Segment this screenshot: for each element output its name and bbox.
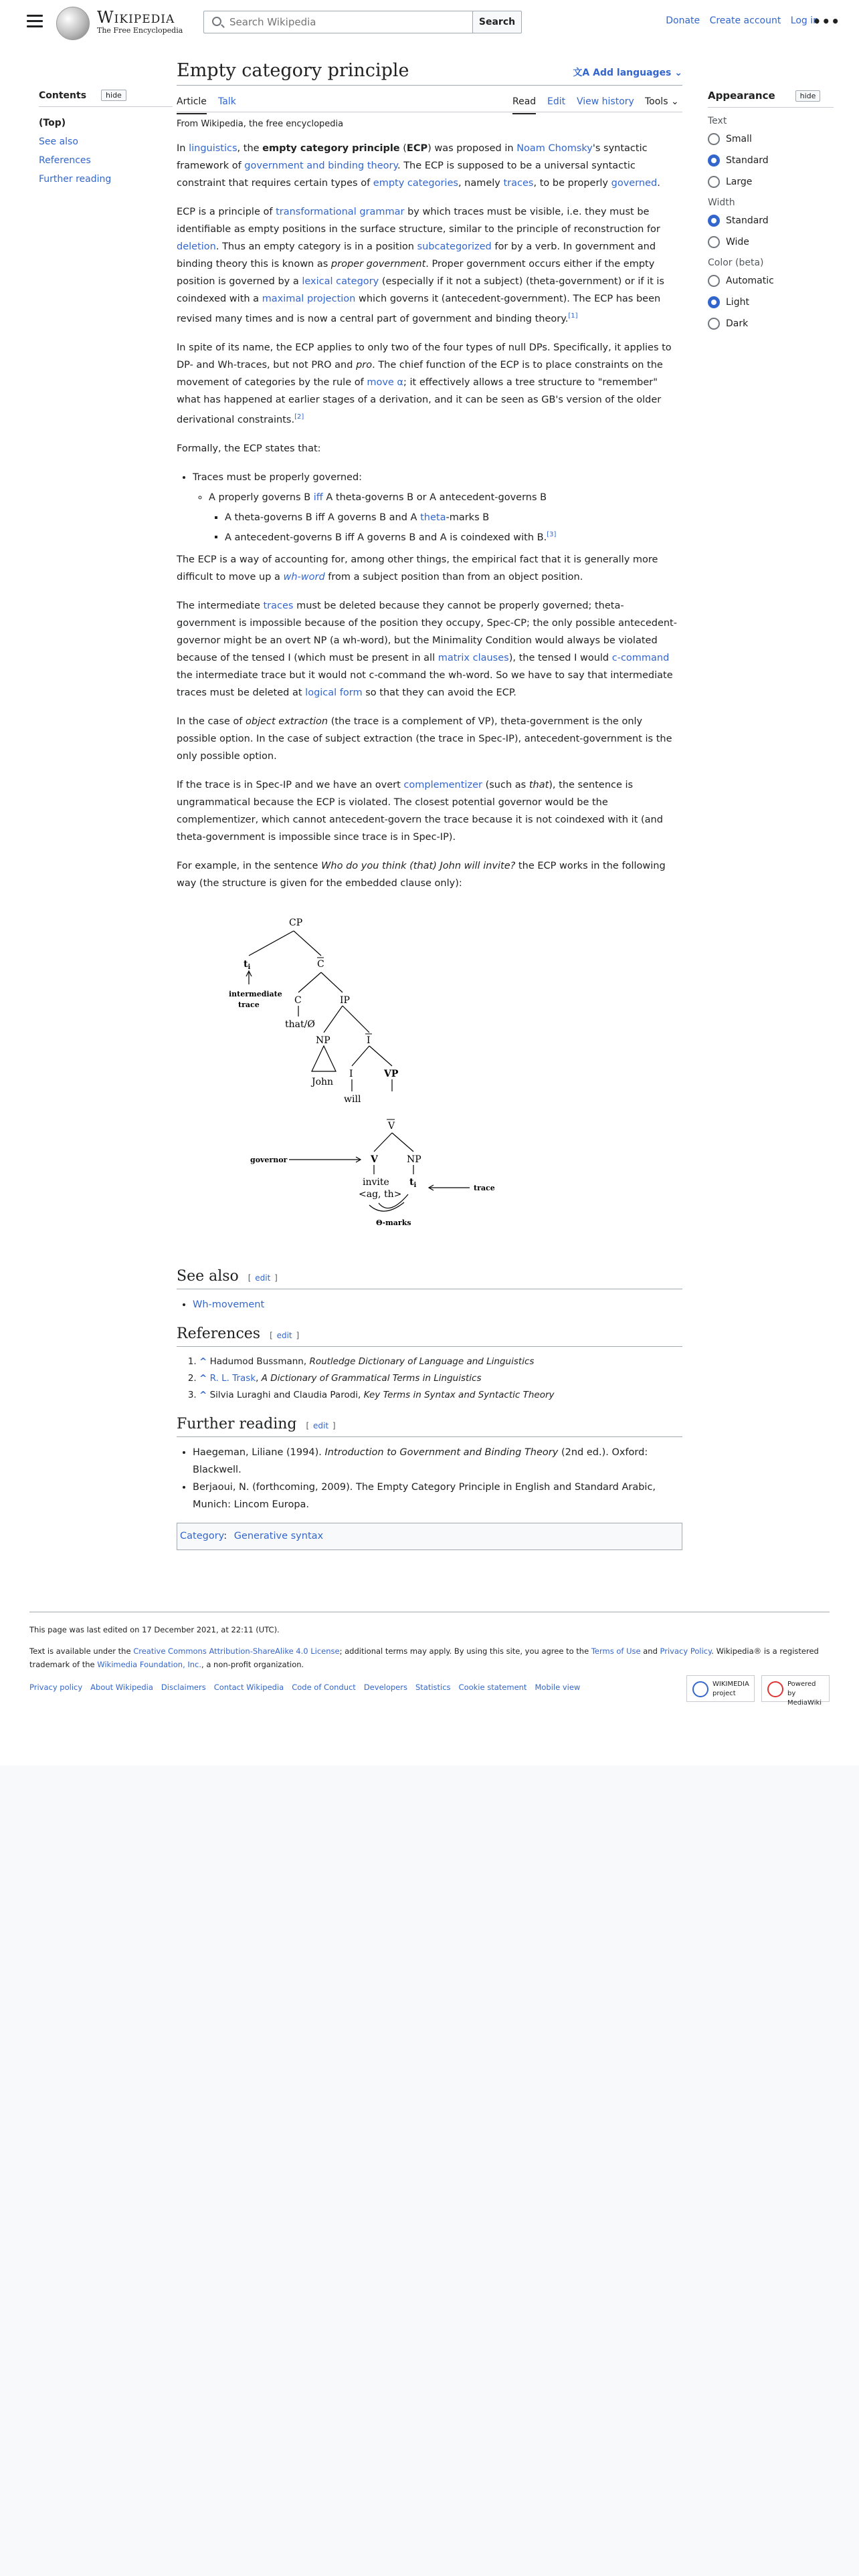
page-tabs xyxy=(177,88,682,112)
tree-node-c-bar: C xyxy=(317,959,324,970)
link-gb-theory[interactable]: government and binding theory xyxy=(244,160,397,171)
reference-2[interactable]: [2] xyxy=(294,413,304,421)
section-see-also: See also [ edit ] xyxy=(177,1267,682,1289)
mediawiki-badge[interactable]: Powered by MediaWiki xyxy=(761,1675,830,1702)
paragraph-1: In linguistics, the empty category principle (ECP) was proposed in Noam Chomsky's syntactic framework of government and binding theory. The ECP is supposed to be a universal syntactic constraint that requires certain types of empty categories, namely traces, to be properly governed. xyxy=(177,142,660,189)
chevron-down-icon: ⌄ xyxy=(670,96,679,108)
text-standard-option[interactable]: Standard xyxy=(708,154,834,167)
page-title: Empty category principle xyxy=(177,59,682,86)
tab-tools[interactable]: Tools ⌄ xyxy=(645,96,679,108)
tree-word-will: will xyxy=(344,1094,361,1105)
label-intermediate: intermediate xyxy=(229,990,282,999)
link-move-alpha[interactable]: move α xyxy=(367,377,403,388)
last-edited: This page was last edited on 17 December 2021, at 22:11 (UTC). xyxy=(29,1625,280,1634)
footer-link-privacy[interactable]: Privacy policy xyxy=(29,1683,83,1692)
link-logical-form[interactable]: logical form xyxy=(305,687,363,699)
link-deletion[interactable]: deletion xyxy=(177,241,216,252)
wikimedia-icon xyxy=(692,1681,708,1697)
footer-link-cookies[interactable]: Cookie statement xyxy=(458,1683,527,1692)
link-c-command[interactable]: c-command xyxy=(611,653,670,664)
wikimedia-link[interactable]: Wikimedia Foundation, Inc. xyxy=(97,1660,202,1669)
site-sub: From Wikipedia, the free encyclopedia xyxy=(177,119,344,130)
list-item xyxy=(193,1296,682,1313)
category-box: Category: Generative syntax xyxy=(177,1523,682,1550)
reference-item: 2. ^ R. L. Trask, A Dictionary of Grammatical Terms in Linguistics xyxy=(199,1370,682,1387)
footer-link-about[interactable]: About Wikipedia xyxy=(90,1683,153,1692)
tree-node-i: I xyxy=(349,1069,353,1080)
link-traces-2[interactable]: traces xyxy=(263,601,294,612)
tree-node-v-bar: V xyxy=(388,1121,395,1132)
categories-link[interactable]: Category xyxy=(180,1530,224,1541)
label-governor: governor xyxy=(250,1156,288,1165)
link-rl-trask[interactable]: R. L. Trask xyxy=(209,1372,256,1384)
link-traces[interactable]: traces xyxy=(503,177,534,189)
syntax-tree-diagram xyxy=(203,905,538,1253)
width-standard-option[interactable]: Standard xyxy=(708,215,834,227)
further-reading-list xyxy=(193,1444,682,1513)
tree-node-ip: IP xyxy=(340,995,350,1006)
page-footer xyxy=(29,1612,830,1707)
search-button[interactable]: Search xyxy=(472,11,522,33)
paragraph-9: For example, in the sentence Who do you think (that) John will invite? the ECP works in the following way (the structure is given for the embedded clause only): xyxy=(177,861,666,889)
more-options-icon[interactable]: ••• xyxy=(812,13,840,29)
paragraph-2: ECP is a principle of transformational grammar by which traces must be visible, i.e. they must be identifiable as empty positions in the surface structure, similar to the principle of reconstruction for deletion. Thus an empty category is in a position subcategorized for by a verb. In government and binding theory this is known as proper government. Proper government occurs either if the empty position is governed by a lexical category (especially if it not a subject) (theta-government) or if it is coindexed with a maximal projection which governs it (antecedent-government). The ECP has been revised many times and is now a central part of government and binding theory.[1] xyxy=(177,206,664,324)
footer-link-mobile[interactable]: Mobile view xyxy=(535,1683,581,1692)
reference-3[interactable]: [3] xyxy=(547,530,557,538)
ecp-definition-list xyxy=(193,469,682,546)
link-empty-categories[interactable]: empty categories xyxy=(373,177,458,189)
label-trace-1: trace xyxy=(238,1000,260,1010)
link-matrix-clauses[interactable]: matrix clauses xyxy=(438,653,509,664)
see-also-list xyxy=(193,1296,682,1313)
paragraph-3: In spite of its name, the ECP applies to only two of the four types of null DPs. Specifically, it applies to DP- and Wh-traces, but not PRO and pro. The chief function of the ECP is to place constraints on the movement of categories by the rule of move α; it effectively allows a tree structure to "remember" what has happened at earlier stages of a derivation, and it can be seen as GB's version of the older derivational constraints.[2] xyxy=(177,342,672,425)
main-menu-icon[interactable] xyxy=(27,15,43,28)
category-generative-syntax[interactable]: Generative syntax xyxy=(233,1530,324,1541)
article-content xyxy=(177,59,682,1550)
width-label: Width xyxy=(708,197,735,208)
footer-link-code-of-conduct[interactable]: Code of Conduct xyxy=(292,1683,356,1692)
privacy-link[interactable]: Privacy Policy xyxy=(660,1646,712,1656)
search-icon xyxy=(212,17,221,26)
link-complementizer[interactable]: complementizer xyxy=(403,780,482,791)
search-input[interactable] xyxy=(229,15,470,29)
edit-references-link[interactable]: edit xyxy=(276,1331,292,1341)
section-references: References [ edit ] xyxy=(177,1324,682,1347)
search-box xyxy=(203,11,474,33)
link-iff[interactable]: iff xyxy=(313,492,323,503)
color-light-option[interactable]: Light xyxy=(708,296,834,308)
create-account-link[interactable]: Create account xyxy=(709,15,781,26)
color-dark-option[interactable]: Dark xyxy=(708,318,834,330)
tab-read[interactable]: Read xyxy=(512,94,536,114)
wikimedia-badge[interactable]: WIKIMEDIA project xyxy=(686,1675,755,1702)
site-header xyxy=(0,0,859,44)
reference-item: 3. ^ Silvia Luraghi and Claudia Parodi, Key Terms in Syntax and Syntactic Theory xyxy=(199,1387,682,1404)
list-item: ▪ A theta-governs B iff A governs B and A theta-marks B xyxy=(225,509,682,526)
paragraph-5: The ECP is a way of accounting for, among other things, the empirical fact that it is generally more difficult to move up a wh-word from a subject position than from an object position. xyxy=(177,554,658,583)
list-item: • Traces must be properly governed: ◦ A properly governs B iff A theta-governs B or A antecedent-governs B ▪ A theta-governs B iff A governs B and A theta-marks B ▪ A antecedent-governs B iff A governs B and A is coindexed with B.[3] xyxy=(193,469,682,546)
color-label: Color (beta) xyxy=(708,257,764,268)
tree-theta-grid: <ag, th> xyxy=(359,1189,402,1200)
table-of-contents xyxy=(39,90,173,189)
tree-node-cp: CP xyxy=(289,918,303,929)
translate-icon: 文A xyxy=(573,68,593,78)
paragraph-7: In the case of object extraction (the trace is a complement of VP), theta-government is the only possible option. In the case of subject extraction (the trace in Spec-IP), antecedent-government is the only possible option. xyxy=(177,716,672,762)
footer-link-statistics[interactable]: Statistics xyxy=(415,1683,451,1692)
log-in-link[interactable]: Log in xyxy=(790,15,819,26)
link-wh-word[interactable]: wh-word xyxy=(283,572,325,583)
label-theta-marks: Θ-marks xyxy=(376,1218,411,1228)
tab-view-history[interactable]: View history xyxy=(577,96,634,108)
width-wide-option[interactable]: Wide xyxy=(708,236,834,248)
link-governed[interactable]: governed xyxy=(611,177,658,189)
label-trace-2: trace xyxy=(474,1184,495,1193)
toc-item-references[interactable]: References xyxy=(39,155,91,166)
appearance-panel xyxy=(708,90,834,339)
toc-item-see-also[interactable]: See also xyxy=(39,136,78,147)
tree-word-john: John xyxy=(312,1077,334,1088)
tree-node-trace-2: $t_i$ xyxy=(409,1177,417,1190)
tree-node-np: NP xyxy=(316,1035,330,1047)
tree-node-vp: VP xyxy=(384,1069,399,1080)
paragraph-8: If the trace is in Spec-IP and we have an overt complementizer (such as that), the sentence is ungrammatical because the ECP is violated. The closest potential governor would be the complementizer, which cannot antecedent-govern the trace because it is not coindexed with it (and theta-government is impossible since trace is in Spec-IP). xyxy=(177,780,663,843)
terms-link[interactable]: Terms of Use xyxy=(591,1646,641,1656)
tab-talk[interactable]: Talk xyxy=(218,96,236,108)
footer-link-contact[interactable]: Contact Wikipedia xyxy=(213,1683,284,1692)
link-transformational-grammar[interactable]: transformational grammar xyxy=(276,206,405,217)
text-size-label: Text xyxy=(708,116,727,126)
tab-article[interactable]: Article xyxy=(177,94,207,114)
appearance-hide-button[interactable]: hide xyxy=(795,90,821,102)
list-item: • Haegeman, Liliane (1994). Introduction to Government and Binding Theory (2nd ed.). Oxford: Blackwell. xyxy=(193,1444,682,1479)
tab-edit[interactable]: Edit xyxy=(547,96,566,108)
footer-link-disclaimers[interactable]: Disclaimers xyxy=(161,1683,206,1692)
tree-node-i-bar: I xyxy=(367,1035,371,1047)
edit-see-also-link[interactable]: edit xyxy=(255,1273,271,1283)
edit-further-reading-link[interactable]: edit xyxy=(313,1420,329,1430)
section-further-reading: Further reading [ edit ] xyxy=(177,1414,682,1437)
reference-item: 1. ^ Hadumod Bussmann, Routledge Dictionary of Language and Linguistics xyxy=(199,1354,682,1370)
list-item: • Berjaoui, N. (forthcoming, 2009). The Empty Category Principle in English and Standard Arabic, Munich: Lincom Europa. xyxy=(193,1479,682,1513)
license-text: Text is available under the Creative Commons Attribution-ShareAlike 4.0 License; additional terms may apply. By using this site, you agree to the Terms of Use and Privacy Policy. Wikipedia® is a registered trademark of the Wikimedia Foundation, Inc., a non-profit organization. xyxy=(29,1646,819,1669)
chevron-down-icon: ⌄ xyxy=(671,68,682,78)
user-links xyxy=(659,15,819,26)
list-item: ▪ A antecedent-governs B iff A governs B and A is coindexed with B.[3] xyxy=(225,526,682,546)
text-small-option[interactable]: Small xyxy=(708,133,834,145)
footer-link-developers[interactable]: Developers xyxy=(363,1683,407,1692)
tree-word-invite: invite xyxy=(363,1177,389,1188)
wikipedia-globe-icon[interactable] xyxy=(56,7,90,40)
tree-node-np-object: NP xyxy=(407,1154,421,1166)
tree-node-trace-1: $t_i$ xyxy=(244,959,251,972)
link-maximal-projection[interactable]: maximal projection xyxy=(262,293,356,304)
toc-title: Contents xyxy=(39,90,87,101)
text-large-option[interactable]: Large xyxy=(708,176,834,188)
link-theta[interactable]: theta xyxy=(420,512,446,523)
add-languages-button[interactable]: 文A Add languages ⌄ xyxy=(573,68,682,78)
references-list xyxy=(199,1354,682,1404)
license-link[interactable]: Creative Commons Attribution-ShareAlike 4.0 License xyxy=(133,1646,340,1656)
toc-item-top[interactable]: (Top) xyxy=(39,118,66,128)
paragraph-6: The intermediate traces must be deleted because they cannot be properly governed; theta-government is impossible because of the position they occupy, Spec-CP; the only possible antecedent-governor might be an overt NP (a wh-word), but the Minimality Condition would always be violated because of the tensed I (which must be present in all matrix clauses), the tensed I would c-command the intermediate trace but it would not c-command the wh-word. So we have to say that intermediate traces must be deleted at logical form so that they can avoid the ECP. xyxy=(177,601,677,699)
logo-wordmark[interactable]: Wikipedia xyxy=(97,8,175,27)
link-lexical-category[interactable]: lexical category xyxy=(302,276,379,287)
donate-link[interactable]: Donate xyxy=(666,15,700,26)
tree-node-v: V xyxy=(371,1154,378,1166)
reference-1[interactable]: [1] xyxy=(568,312,578,320)
color-automatic-option[interactable]: Automatic xyxy=(708,275,834,287)
appearance-title: Appearance xyxy=(708,90,775,102)
toc-item-further-reading[interactable]: Further reading xyxy=(39,174,112,185)
link-subcategorized[interactable]: subcategorized xyxy=(417,241,492,252)
tree-node-c: C xyxy=(294,995,302,1006)
mediawiki-icon xyxy=(767,1681,783,1697)
link-linguistics[interactable]: linguistics xyxy=(189,142,237,154)
tree-word-that: that/Ø xyxy=(285,1019,315,1031)
list-item: ◦ A properly governs B iff A theta-governs B or A antecedent-governs B ▪ A theta-governs B iff A governs B and A theta-marks B ▪ A antecedent-governs B iff A governs B and A is coindexed with B.[3] xyxy=(209,489,682,546)
link-noam-chomsky[interactable]: Noam Chomsky xyxy=(516,142,593,154)
logo-tagline: The Free Encyclopedia xyxy=(97,26,183,35)
paragraph-4: Formally, the ECP states that: xyxy=(177,443,321,454)
link-wh-movement[interactable]: Wh-movement xyxy=(193,1299,265,1311)
toc-hide-button[interactable]: hide xyxy=(101,90,126,101)
